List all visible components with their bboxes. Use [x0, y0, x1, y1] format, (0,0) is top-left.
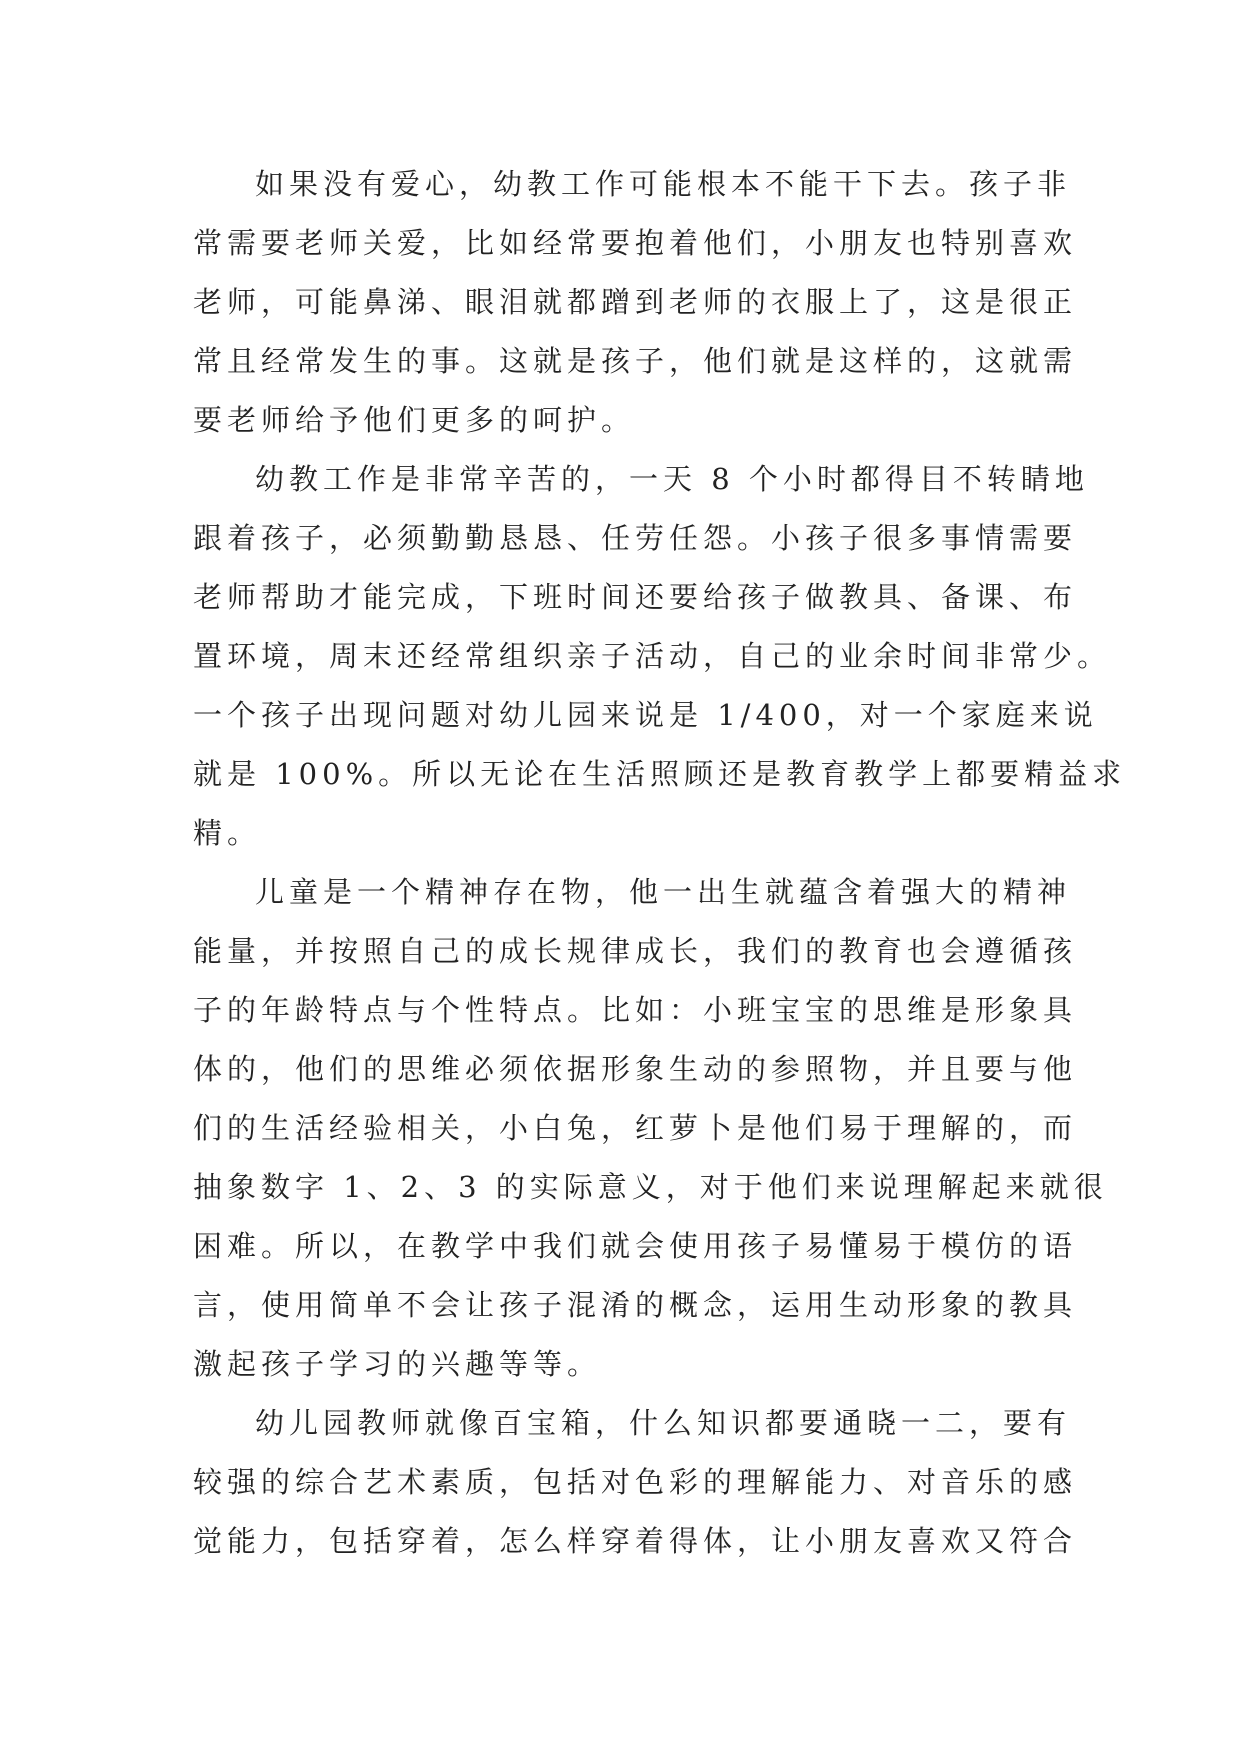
- text-line: 精。: [193, 816, 262, 850]
- text-line: 较强的综合艺术素质，包括对色彩的理解能力、对音乐的感: [193, 1465, 1078, 1499]
- text-line: 儿童是一个精神存在物，他一出生就蕴含着强大的精神: [255, 875, 1072, 909]
- text-line: 跟着孩子，必须勤勤恳恳、任劳任怨。小孩子很多事情需要: [193, 521, 1078, 555]
- text-line: 激起孩子学习的兴趣等等。: [193, 1347, 602, 1381]
- text-line: 如果没有爱心，幼教工作可能根本不能干下去。孩子非: [255, 167, 1072, 201]
- text-line: 幼教工作是非常辛苦的，一天 8 个小时都得目不转睛地: [255, 462, 1089, 496]
- text-line: 言，使用简单不会让孩子混淆的概念，运用生动形象的教具: [193, 1288, 1078, 1322]
- text-line: 常且经常发生的事。这就是孩子，他们就是这样的，这就需: [193, 344, 1078, 378]
- text-line: 觉能力，包括穿着，怎么样穿着得体，让小朋友喜欢又符合: [193, 1524, 1078, 1558]
- paragraph-child-development: [193, 863, 1108, 1394]
- text-line: 要老师给予他们更多的呵护。: [193, 403, 636, 437]
- text-line: 老师，可能鼻涕、眼泪就都蹭到老师的衣服上了，这是很正: [193, 285, 1078, 319]
- paragraph-teacher-skills: [193, 1394, 1078, 1571]
- paragraph-hard-work: [193, 450, 1127, 863]
- text-line: 抽象数字 1、2、3 的实际意义，对于他们来说理解起来就很: [193, 1170, 1108, 1204]
- text-line: 常需要老师关爱，比如经常要抱着他们，小朋友也特别喜欢: [193, 226, 1078, 260]
- text-line: 体的，他们的思维必须依据形象生动的参照物，并且要与他: [193, 1052, 1078, 1086]
- document-body: [193, 155, 1127, 1571]
- text-line: 能量，并按照自己的成长规律成长，我们的教育也会遵循孩: [193, 934, 1078, 968]
- text-line: 老师帮助才能完成，下班时间还要给孩子做教具、备课、布: [193, 580, 1078, 614]
- text-line: 子的年龄特点与个性特点。比如：小班宝宝的思维是形象具: [193, 993, 1078, 1027]
- text-line: 幼儿园教师就像百宝箱，什么知识都要通晓一二，要有: [255, 1406, 1072, 1440]
- text-line: 就是 100%。所以无论在生活照顾还是教育教学上都要精益求: [193, 757, 1127, 791]
- text-line: 困难。所以，在教学中我们就会使用孩子易懂易于模仿的语: [193, 1229, 1078, 1263]
- text-line: 一个孩子出现问题对幼儿园来说是 1/400，对一个家庭来说: [193, 698, 1098, 732]
- text-line: 置环境，周末还经常组织亲子活动，自己的业余时间非常少。: [193, 639, 1112, 673]
- text-line: 们的生活经验相关，小白兔，红萝卜是他们易于理解的，而: [193, 1111, 1078, 1145]
- paragraph-love: [193, 155, 1078, 450]
